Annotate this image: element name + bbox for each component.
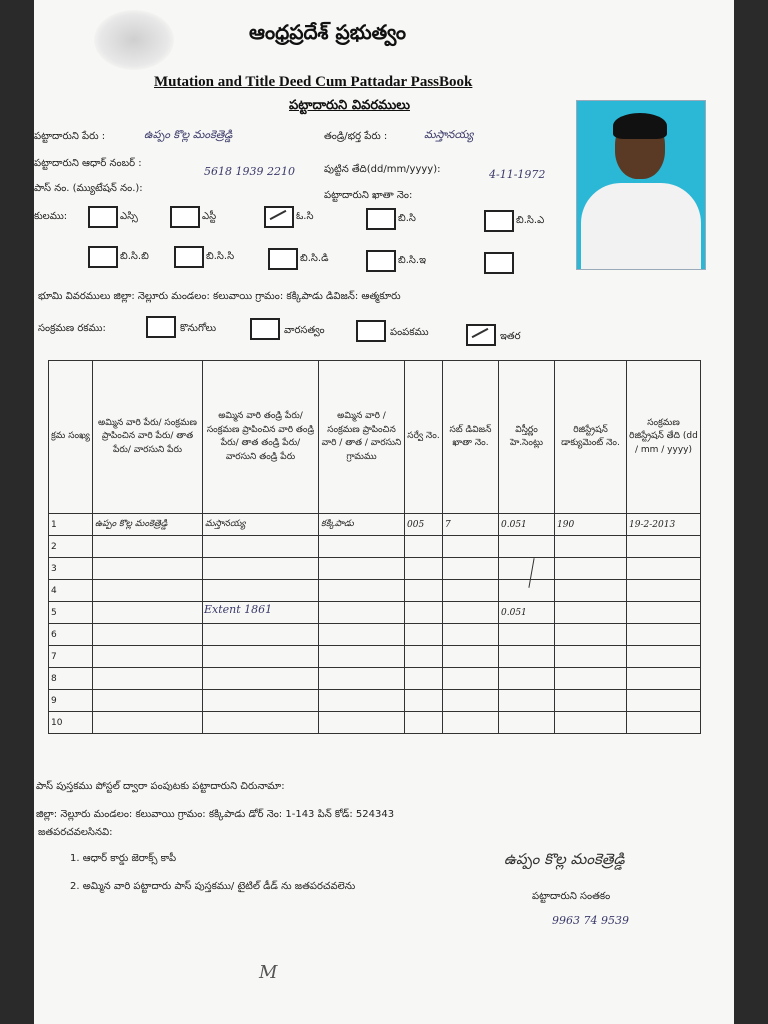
table-cell: 1 (49, 514, 93, 536)
table-cell: 9 (49, 690, 93, 712)
table-row (49, 580, 701, 602)
signature: ఉప్పం కొల్ల మంకెత్రెడ్డి (504, 850, 625, 868)
acq-checkbox-inheritance[interactable] (250, 318, 280, 340)
table-cell: మస్తానయ్య (203, 514, 319, 536)
table-cell (93, 536, 203, 558)
applicant-photo (576, 100, 706, 270)
caste-checkbox-oc[interactable] (264, 206, 294, 228)
col-header-date: సంక్రమణ రిజిస్ట్రేషన్ తేది (dd / mm / yyyy) (627, 361, 701, 514)
table-cell (405, 712, 443, 734)
table-cell: 7 (443, 514, 499, 536)
table-cell (203, 536, 319, 558)
table-cell (203, 646, 319, 668)
table-cell (627, 558, 701, 580)
enclosure-item: 2. అమ్మిన వారి పట్టాదారు పాస్ పుస్తకము/ టైటిల్ డీడ్ ను జతపరచవలెను (70, 881, 356, 892)
table-cell (93, 712, 203, 734)
land-details-table (48, 360, 701, 734)
acquisition-label: సంక్రమణ రకము: (38, 323, 106, 334)
table-cell (203, 690, 319, 712)
table-cell (319, 668, 405, 690)
table-cell: 7 (49, 646, 93, 668)
caste-checkbox-bc[interactable] (366, 208, 396, 230)
table-cell (319, 580, 405, 602)
table-cell (405, 536, 443, 558)
state-emblem (94, 10, 174, 70)
col-header-document: రిజిస్ట్రేషన్ డాక్యుమెంట్ నెం. (555, 361, 627, 514)
table-cell (555, 580, 627, 602)
caste-option-label: ఎస్టీ (202, 211, 217, 222)
aadhaar-label: పట్టాదారుని ఆధార్ నంబర్ : (34, 158, 142, 169)
ink-mark: M (259, 962, 278, 983)
enclosures-label: జతపరచవలసినవి: (38, 827, 113, 838)
table-row (49, 558, 701, 580)
table-cell (93, 580, 203, 602)
table-row (49, 712, 701, 734)
caste-option-label: బి.సి.సి (206, 251, 235, 262)
col-header-seller-father: అమ్మిన వారి తండ్రి పేరు/ సంక్రమణ ప్రాపించిన వారి తండ్రి పేరు/ తాత తండ్రి పేరు/ వారసుని తండ్రి పేరు (203, 361, 319, 514)
table-cell (555, 602, 627, 624)
dob-label: పుట్టిన తేది(dd/mm/yyyy): (324, 164, 441, 175)
table-cell: 4 (49, 580, 93, 602)
table-cell (93, 558, 203, 580)
table-cell (627, 646, 701, 668)
table-row (49, 690, 701, 712)
table-cell (405, 624, 443, 646)
table-cell: 0.051 (499, 514, 555, 536)
land-location-line: భూమి వివరములు జిల్లా: నెల్లూరు మండలం: కలువాయి గ్రామం: కక్కిపాడు డివిజన్: ఆత్మకూరు (38, 291, 401, 302)
table-cell (499, 646, 555, 668)
table-cell (499, 712, 555, 734)
table-row (49, 536, 701, 558)
table-cell (405, 646, 443, 668)
col-header-survey: సర్వే నెం. (405, 361, 443, 514)
table-cell (405, 558, 443, 580)
table-cell: 6 (49, 624, 93, 646)
table-cell: 8 (49, 668, 93, 690)
table-cell (93, 624, 203, 646)
table-cell (405, 602, 443, 624)
table-header-row (49, 361, 701, 514)
table-cell (319, 690, 405, 712)
table-cell (443, 558, 499, 580)
table-cell (203, 580, 319, 602)
table-cell (203, 624, 319, 646)
table-cell (319, 624, 405, 646)
table-cell (443, 602, 499, 624)
table-cell: 0.051 (499, 602, 555, 624)
table-cell (443, 712, 499, 734)
caste-checkbox-bcd[interactable] (268, 248, 298, 270)
col-header-village: అమ్మిన వారి / సంక్రమణ ప్రాపించిన వారి / తాత / వారసుని గ్రామము (319, 361, 405, 514)
table-cell (499, 558, 555, 580)
table-cell: 5 (49, 602, 93, 624)
table-cell (499, 536, 555, 558)
table-cell (555, 646, 627, 668)
table-cell (627, 536, 701, 558)
table-cell (627, 712, 701, 734)
table-cell: 190 (555, 514, 627, 536)
table-cell (555, 690, 627, 712)
father-value: మస్తానయ్య (424, 128, 474, 141)
table-cell (93, 602, 203, 624)
table-cell (443, 690, 499, 712)
caste-checkbox-bcc[interactable] (174, 246, 204, 268)
table-cell (555, 558, 627, 580)
acq-option-label: కొనుగోలు (180, 323, 217, 334)
table-cell (499, 690, 555, 712)
table-cell (203, 558, 319, 580)
caste-option-label: ఎస్సి (120, 211, 138, 222)
table-cell (443, 668, 499, 690)
caste-option-label: బి.సి.డి (300, 253, 329, 264)
table-cell (443, 646, 499, 668)
name-label: పట్టాదారుని పేరు : (34, 131, 106, 142)
table-cell (555, 712, 627, 734)
table-cell (203, 668, 319, 690)
table-cell (319, 646, 405, 668)
caste-option-label: బి.సి.ఇ (398, 255, 426, 266)
caste-option-label: ఓ.సి (296, 211, 314, 222)
acq-checkbox-purchase[interactable] (146, 316, 176, 338)
col-header-serial: క్రమ సంఖ్య (49, 361, 93, 514)
father-label: తండ్రి/భర్త పేరు : (324, 131, 388, 142)
table-cell (319, 602, 405, 624)
table-row (49, 624, 701, 646)
table-cell (443, 536, 499, 558)
enclosure-item: 1. ఆధార్ కార్డు జెరాక్స్ కాపీ (70, 853, 177, 864)
caste-label: కులము: (34, 211, 68, 222)
table-cell (405, 668, 443, 690)
postal-address-line: జిల్లా: నెల్లూరు మండలం: కలువాయి గ్రామం: కక్కిపాడు డోర్ నెం: 1-143 పిన్ కోడ్: 524343 (36, 809, 395, 820)
table-cell: కక్కిపాడు (319, 514, 405, 536)
table-cell (203, 712, 319, 734)
table-cell: 005 (405, 514, 443, 536)
col-header-seller-name: అమ్మిన వారి పేరు/ సంక్రమణ ప్రాపించిన వారి పేరు/ తాత పేరు/ వారసుని పేరు (93, 361, 203, 514)
table-cell: 19-2-2013 (627, 514, 701, 536)
acq-checkbox-partition[interactable] (356, 320, 386, 342)
table-cell: ఉప్పం కొల్ల మంకెత్రెడ్డి (93, 514, 203, 536)
caste-option-label: బి.సి.ఎ (516, 215, 545, 226)
table-cell (499, 668, 555, 690)
table-cell (627, 668, 701, 690)
aadhaar-value: 5618 1939 2210 (204, 165, 295, 178)
postal-address-note: పాస్ పుస్తకము పోస్టల్ ద్వారా పంపుటకు పట్టాదారుని చిరునామా: (36, 781, 285, 792)
table-cell (627, 690, 701, 712)
table-cell (93, 668, 203, 690)
caste-checkbox-bce[interactable] (366, 250, 396, 272)
pass-number-label: పాస్ నం. (మ్యుటేషన్ నం.): (34, 183, 143, 194)
table-cell (443, 580, 499, 602)
col-header-extent: విస్తీర్ణం హె.సెంట్లు (499, 361, 555, 514)
table-cell (555, 624, 627, 646)
table-cell (319, 558, 405, 580)
caste-option-label: బి.సి.బి (120, 251, 149, 262)
phone-number: 9963 74 9539 (552, 914, 629, 927)
table-cell (627, 624, 701, 646)
form-title: Mutation and Title Deed Cum Pattadar PassBook (154, 74, 473, 90)
table-cell (319, 536, 405, 558)
table-cell (627, 580, 701, 602)
caste-checkbox-bcb[interactable] (88, 246, 118, 268)
col-header-subdivision: సబ్ డివిజన్ ఖాతా నెం. (443, 361, 499, 514)
acq-option-label: పంపకము (390, 327, 429, 338)
total-note: Extent 1861 (204, 603, 273, 616)
table-cell (555, 536, 627, 558)
caste-checkbox-bca[interactable] (484, 210, 514, 232)
table-row (49, 602, 701, 624)
table-cell (319, 712, 405, 734)
table-cell (405, 690, 443, 712)
document-page (34, 0, 734, 1024)
table-cell (499, 580, 555, 602)
caste-option-label: బి.సి (398, 213, 416, 224)
acq-option-label: వారసత్వం (284, 325, 325, 336)
table-cell (627, 602, 701, 624)
caste-checkbox-sc[interactable] (88, 206, 118, 228)
section-title: పట్టాదారుని వివరములు (289, 98, 410, 113)
signature-label: పట్టాదారుని సంతకం (532, 891, 611, 902)
acq-checkbox-other[interactable] (466, 324, 496, 346)
table-cell (93, 646, 203, 668)
government-title: ఆంధ్రప్రదేశ్ ప్రభుత్వం (249, 20, 406, 44)
table-row (49, 668, 701, 690)
name-value: ఉప్పం కొల్ల మంకెత్రెడ్డి (144, 128, 233, 141)
table-row (49, 646, 701, 668)
dob-value: 4-11-1972 (489, 168, 546, 181)
table-cell: 2 (49, 536, 93, 558)
table-cell (93, 690, 203, 712)
caste-checkbox-st[interactable] (170, 206, 200, 228)
table-row (49, 514, 701, 536)
table-cell (405, 580, 443, 602)
table-cell: 10 (49, 712, 93, 734)
table-cell (555, 668, 627, 690)
table-cell: 3 (49, 558, 93, 580)
khata-label: పట్టాదారుని ఖాతా నెం: (324, 190, 413, 201)
caste-checkbox-extra[interactable] (484, 252, 514, 274)
table-cell (499, 624, 555, 646)
acq-option-label: ఇతర (500, 331, 521, 342)
table-cell (443, 624, 499, 646)
